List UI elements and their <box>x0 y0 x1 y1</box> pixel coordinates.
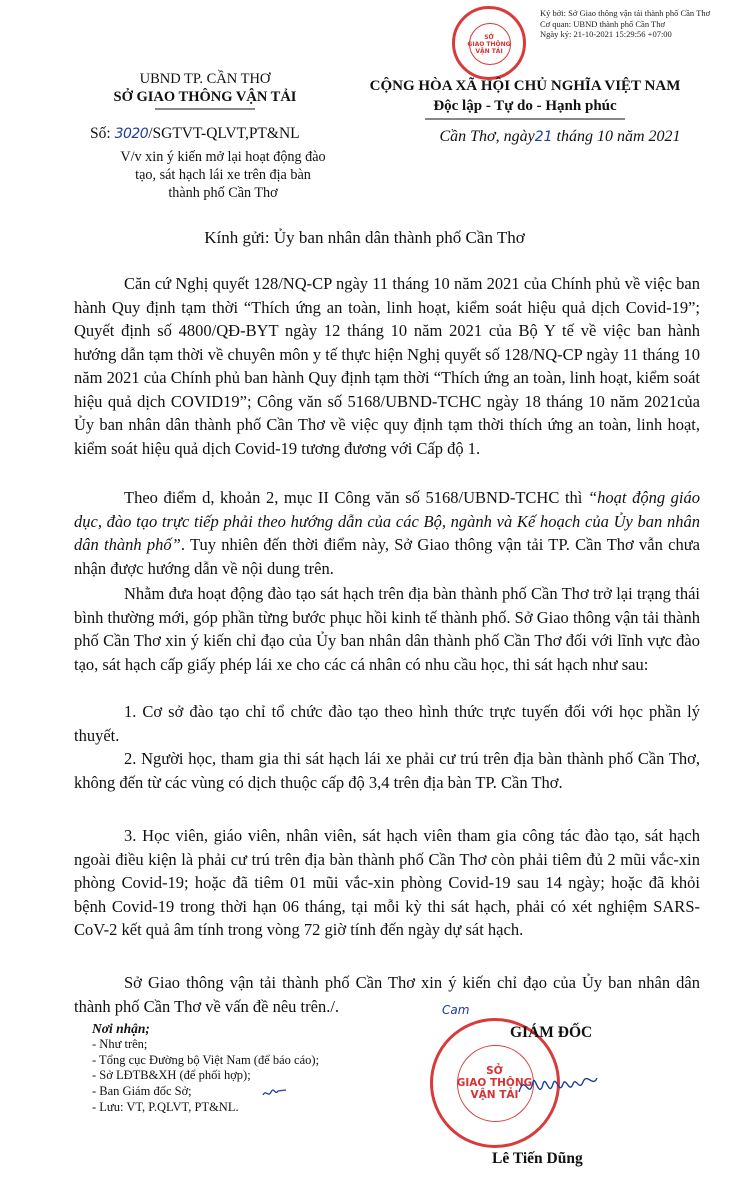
document-number <box>90 125 370 143</box>
paragraph-closing <box>74 971 700 1018</box>
stamp-small-line-1: SỞ <box>484 34 494 41</box>
nation-name: CỘNG HÒA XÃ HỘI CHỦ NGHĨA VIỆT NAM <box>369 78 681 94</box>
paragraph-7-text: Sở Giao thông vận tải thành phố Cần Thơ xin ý kiến chỉ đạo của Ủy ban nhân dân thành phố Cần Thơ về vấn đề nêu trên./. <box>74 973 700 1016</box>
place-date-prefix: Cần Thơ, ngày <box>439 128 535 145</box>
subject-line-1: V/v xin ý kiến mở lại hoạt động đào <box>120 149 326 165</box>
doc-number-handwritten: 3020 <box>114 126 149 142</box>
condition-item-2 <box>74 747 700 794</box>
condition-3-text: 3. Học viên, giáo viên, nhân viên, sát hạch viên tham gia công tác đào tạo, sát hạch ngoài điều kiện là phải cư trú trên địa bàn thành phố Cần Thơ còn phải tiêm đủ 2 mũi vắc-xin phòng Covid-19; hoặc đã tiêm 01 mũi vắc-xin phòng Covid-19 sau 14 ngày; hoặc đã khỏi bệnh Covid-19 trong thời hạn 06 tháng, tại mỗi kỳ thi sát hạch, phải có xét nghiệm SARS-CoV-2 kết quả âm tính trong vòng 72 giờ tính đến ngày dự sát hạch. <box>74 826 700 939</box>
condition-1-text: 1. Cơ sở đào tạo chỉ tổ chức đào tạo theo hình thức trực tuyến đối với học phần lý thuyết. <box>74 702 700 745</box>
stamp-small-line-2: GIAO THÔNG <box>467 41 511 48</box>
handwritten-signature <box>515 1062 600 1112</box>
digital-signature-date: Ngày ký: 21-10-2021 15:29:56 +07:00 <box>540 29 672 39</box>
place-date-suffix: tháng 10 năm 2021 <box>552 128 681 145</box>
motto-underline <box>425 117 625 121</box>
subject-line-3: thành phố Cần Thơ <box>168 185 278 201</box>
issuing-organization <box>90 70 320 111</box>
recipients-block <box>92 1021 422 1116</box>
recipient-item: - Sở LĐTB&XH (để phối hợp); <box>92 1068 251 1083</box>
paragraph-3-text: Nhằm đưa hoạt động đào tạo sát hạch trên địa bàn thành phố Cần Thơ trở lại trạng thái bình thường mới, góp phần từng bước phục hồi kinh tế thành phố. Sở Giao thông vận tải thành phố Cần Thơ xin ý kiến chỉ đạo của Ủy ban nhân dân thành phố Cần Thơ đối với lĩnh vực đào tạo, sát hạch cấp giấy phép lái xe cho các cá nhân có nhu cầu học, thi sát hạch như sau: <box>74 584 700 674</box>
condition-item-1 <box>74 700 700 747</box>
recipient-item: - Như trên; <box>92 1036 148 1051</box>
stamp-small-line-3: VẬN TẢI <box>475 48 503 55</box>
paragraph-2-end: . Tuy nhiên đến thời điểm này, Sở Giao thông vận tải TP. Cần Thơ vẫn chưa nhận được hướng dẫn về nội dung trên. <box>74 535 701 578</box>
place-and-date <box>400 128 720 146</box>
stamp-large-line-3: VẬN TẢI <box>470 1089 519 1101</box>
recipient-item: - Ban Giám đốc Sở; <box>92 1084 192 1099</box>
paragraph-2-quote: “hoạt động giáo dục, đào tạo trực tiếp phải theo hướng dẫn của các Bộ, ngành và Kế hoạch của Ủy ban nhân dân thành phố” <box>74 488 700 554</box>
recipient-item: - Tổng cục Đường bộ Việt Nam (để báo cáo); <box>92 1052 320 1067</box>
director-title: GIÁM ĐỐC <box>510 1024 593 1041</box>
doc-number-prefix: Số: <box>90 125 115 142</box>
handwritten-initial-mark <box>262 1086 288 1100</box>
org-parent: UBND TP. CẦN THƠ <box>139 71 271 87</box>
paragraph-legal-basis <box>74 272 700 460</box>
paragraph-guidance <box>74 486 700 580</box>
subject-line-2: tạo, sát hạch lái xe trên địa bàn <box>135 167 311 183</box>
paragraph-1-text: Căn cứ Nghị quyết 128/NQ-CP ngày 11 tháng 10 năm 2021 của Chính phủ về việc ban hành Quy định tạm thời “Thích ứng an toàn, linh hoạt, kiểm soát hiệu quả dịch Covid-19”; Quyết định số 4800/QĐ-BYT ngày 12 tháng 10 năm 2021 của Bộ Y tế về việc ban hành hướng dẫn tạm thời về chuyên môn y tế thực hiện Nghị quyết số 128/NQ-CP ngày 11 tháng 10 năm 2021 của Chính phủ ban hành Quy định tạm thời “Thích ứng an toàn, linh hoạt, kiểm soát hiệu quả dịch COVID19”; Công văn số 5168/UBND-TCHC ngày 18 tháng 10 năm 2021của Ủy ban nhân dân thành phố Cần Thơ về việc quy định tạm thời thích ứng an toàn, linh hoạt, kiểm soát hiệu quả dịch Covid-19 tương đương với Cấp độ 1. <box>74 274 700 458</box>
org-underline <box>155 107 255 111</box>
document-subject <box>78 148 368 202</box>
paragraph-request <box>74 582 700 676</box>
greeting: Kính gửi: Ủy ban nhân dân thành phố Cần Thơ <box>204 228 525 247</box>
digital-signature-agency: Cơ quan: UBND thành phố Cần Thơ <box>540 18 665 29</box>
digital-signature-info <box>540 8 725 40</box>
paragraph-2-start: Theo điểm d, khoản 2, mục II Công văn số 5168/UBND-TCHC thì <box>124 488 588 507</box>
department-stamp-small <box>452 6 526 80</box>
doc-number-suffix: /SGTVT-QLVT,PT&NL <box>148 125 300 142</box>
stamp-large-line-1: SỞ <box>486 1065 503 1077</box>
nation-motto: Độc lập - Tự do - Hạnh phúc <box>433 98 617 114</box>
stamp-large-line-2: GIAO THÔNG <box>456 1077 533 1089</box>
recipient-item: - Lưu: VT, P.QLVT, PT&NL. <box>92 1099 239 1114</box>
signer-name: Lê Tiến Dũng <box>492 1150 583 1167</box>
place-date-day-handwritten: 21 <box>534 129 553 145</box>
national-motto <box>340 76 710 121</box>
handwritten-approval-note: Cam <box>442 1003 470 1017</box>
recipients-heading: Nơi nhận; <box>92 1021 150 1036</box>
condition-2-text: 2. Người học, tham gia thi sát hạch lái xe phải cư trú trên địa bàn thành phố Cần Thơ, không đến từ các vùng có dịch thuộc cấp độ 3,4 trên địa bàn TP. Cần Thơ. <box>74 749 700 792</box>
condition-item-3 <box>74 824 700 942</box>
stamp-small-text <box>455 34 523 55</box>
org-department: SỞ GIAO THÔNG VẬN TẢI <box>113 89 297 105</box>
digital-signature-signer: Ký bởi: Sở Giao thông vận tải thành phố Cần Thơ <box>540 8 711 18</box>
